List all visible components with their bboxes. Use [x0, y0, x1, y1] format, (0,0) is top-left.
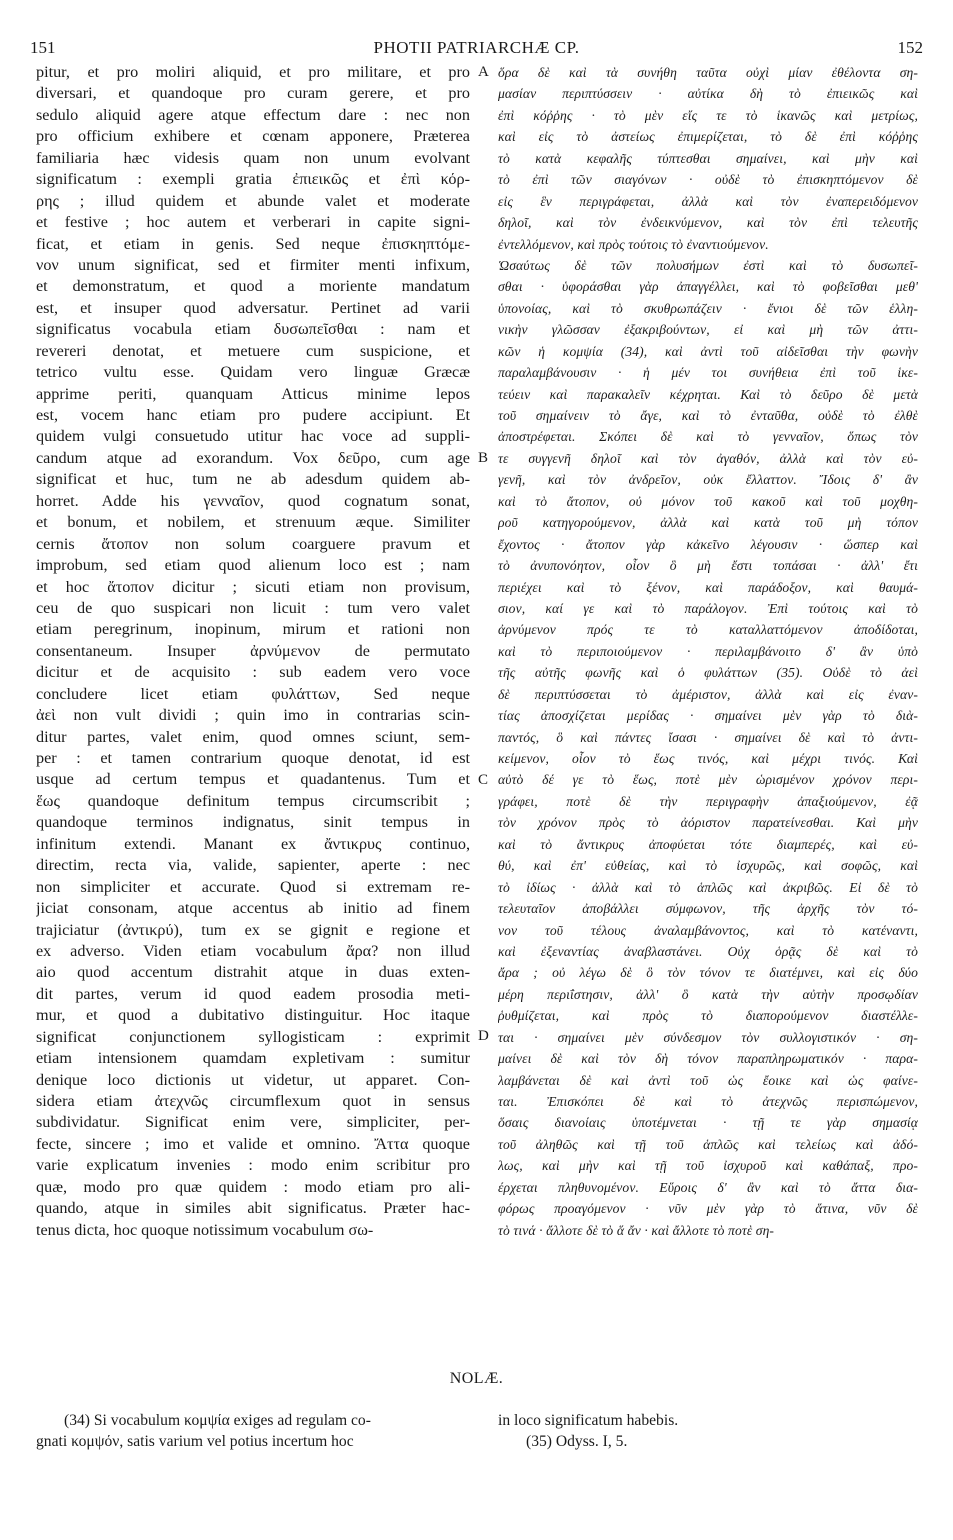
text-line: ditur partes, valet enim, quod omnes sciunt, sem-	[36, 727, 470, 746]
text-line: παραλαμβάνουσιν · ἡ μέν τοι συνήθεια ἐπὶ τοῦ ἱκε-	[498, 365, 918, 381]
text-line: sedulo aliquid agere atque effectum dare : nec non	[36, 105, 470, 124]
text-line: κῶν ἡ κομψία (34), καὶ ἀντὶ τοῦ αἰδεῖσθαι τὴν φωνὴν	[498, 343, 918, 359]
text-line: tetrico vultu esse. Quidam vero linguæ Græcæ	[36, 363, 470, 382]
notes-right-column	[498, 1410, 918, 1452]
text-line: ται · σημαίνει μὲν σύνδεσμον τὸν συλλογιστικόν · ση-	[498, 1029, 918, 1045]
text-line: γράφει, ποτὲ δὲ τὴν περιγραφὴν ἀπαξιούμενον, ἐᾷ	[498, 793, 918, 809]
text-line: καὶ τὸ περιποιούμενον · περιλαμβάνοιτο δ' ἂν ὑπὸ	[498, 643, 918, 659]
text-line: περιέχει καὶ τὸ ξένον, καὶ παράδοξον, καὶ θαυμά-	[498, 579, 918, 595]
text-line: dicitur et de acquisito : sub eadem vero voce	[36, 663, 470, 682]
text-line: familiaria hæc videsis quam non unum evolvant	[36, 148, 470, 167]
text-line: est, vocem hanc etiam pro pudere accipiunt. Et	[36, 406, 470, 424]
text-line: sidera etiam ἀτεχνῶς circumflexum quot in sensus	[36, 1092, 470, 1110]
text-line: έρχεται πληθυνομένον. Εὕροις δ' ἂν καὶ τὸ ἄττα δια-	[498, 1179, 918, 1195]
text-line: γενῆ, καὶ τὸν ἀνδρεῖον, οὐκ ἔλλαττον. Ἴδοις δ' ἂν	[498, 472, 918, 488]
margin-marker-b: B	[478, 450, 489, 466]
text-line: ρης ; illud quidem et abunde valet et moderate	[36, 191, 470, 210]
text-line: consentaneum. Insuper ἀρνύμενον de permutato	[36, 641, 470, 660]
text-line: significatus vocabula etiam δυσωπεῖσθαι : nam et	[36, 320, 470, 339]
text-line: τὸ ἀνυπονόητον, οἷον ὃ μὴ ἔστι τοπάσαι · ἀλλ' ἔτι	[498, 558, 918, 574]
margin-marker-a: A	[478, 64, 489, 80]
page-number-left: 151	[30, 38, 56, 57]
latin-column	[36, 62, 470, 1241]
text-line: tenus dicta, hoc quoque notissimum vocabulum σω-	[36, 1220, 374, 1239]
text-line: etiam peregrinum, inopinum, mirum et rationi non	[36, 620, 470, 639]
text-line: fecte, sincere ; imo et valide et omnino. Ἄττα quoque	[36, 1134, 470, 1153]
text-line: et hoc ἄτοπον dicitur ; sicuti etiam non provisum,	[36, 577, 470, 596]
text-line: φόρως προαγόμενον · νῦν μὲν γὰρ τὸ ἅτινα, νῦν δὲ	[498, 1201, 918, 1217]
text-line: αὐτὸ δέ γε τὸ ἕως, ποτὲ μὲν ὡρισμένον χρόνον περι-	[498, 772, 918, 788]
text-line: θύ, καὶ ἐπ' εὐθείας, καὶ τὸ ἰσχυρῶς, καὶ σοφῶς, καὶ	[498, 858, 918, 874]
text-line: καὶ τὸ ἄτοπον, οὐ μόνον τοῦ κακοῦ καὶ τοῦ μοχθη-	[498, 493, 918, 509]
greek-column	[498, 62, 918, 1241]
running-title: PHOTII PATRIARCHÆ CP.	[373, 38, 580, 57]
text-line: mur, et quod a dubitativo distinguitur. Hoc itaque	[36, 1006, 470, 1025]
margin-marker-d: D	[478, 1028, 489, 1044]
text-line: ex adverso. Viden etiam vocabulum ἄρα? non illud	[36, 941, 470, 960]
text-line: ροῦ κατηγορούμενον, ἀλλὰ καὶ κατὰ τοῦ μὴ τόπον	[498, 515, 918, 531]
text-line: ἐπὶ κόῤῥης · τὸ μὲν εἴς τε τὸ ἱκανῶς καὶ μετρίως,	[498, 107, 918, 123]
text-line: candum atque ad exorandum. Vox δεῦρο, cum age	[36, 448, 470, 467]
text-line: etiam intensionem quamdam expletivam : sumitur	[36, 1049, 470, 1068]
page-header	[30, 36, 923, 60]
text-line: non simpliciter et accurate. Quod si extremam re-	[36, 877, 470, 896]
text-line: ceu de quo suspicari non licuit : tum vero valet	[36, 598, 470, 617]
text-line: τοῦ σημαίνειν τὸ ἄγε, καὶ τὸ ἐνταῦθα, οὐδὲ τὸ ἐλθὲ	[498, 408, 918, 423]
text-line: et demonstratum, et quod a moriente mandatum	[36, 277, 470, 296]
text-line: dit partes, verum id quod eadem prosodia meti-	[36, 984, 470, 1003]
text-line: ἀποστρέφεται. Σκόπει δὲ καὶ τὸ γενναῖον, ὅπως τὸν	[498, 429, 918, 445]
text-line: usque ad certum tempus et quadantenus. Tum et	[36, 770, 470, 789]
text-line: τῆς αὐτῆς φωνῆς καὶ ὁ φυλάττων (35). Οὐδὲ τὸ ἀεὶ	[498, 665, 918, 681]
notes-left-column	[36, 1410, 470, 1452]
footnote-line: (34) Si vocabulum κομψία exiges ad regulam co-	[64, 1412, 371, 1429]
text-line: εἰς ἓν περιγράφεται, ἀλλὰ καὶ τὸν ἐναπερειδόμενον	[498, 193, 918, 209]
text-line: τε συγγενῆ δηλοῖ καὶ τὸν ἀγαθόν, ἀλλὰ καὶ τὸν εὐ-	[498, 450, 918, 466]
text-line: revereri denotat, et metuere cum suspicione, et	[36, 341, 470, 360]
text-line: directim, recta via, valide, sapienter, aperte : nec	[36, 856, 470, 875]
text-line: λαμβάνεται δὲ καὶ ἀντὶ τοῦ ὡς ἔοικε καὶ ὡς φαίνε-	[498, 1072, 918, 1088]
text-line: quandoque terminos indignatus, sinit tempus in	[36, 813, 470, 832]
text-line: νον unum significat, sed et firmiter menti infixum,	[36, 255, 470, 274]
text-line: pitur, et pro moliri aliquid, et pro militare, et pro	[36, 63, 470, 81]
text-line: ὑπονοίας, καὶ τὸ σκυθρωπάζειν · ἔνιοι δὲ τῶν ἑλλη-	[498, 300, 918, 316]
text-line: subdividatur. Significat enim vere, simpliciter, per-	[36, 1113, 470, 1132]
text-line: τίας ἀποσχίζεται μερίδας · σημαίνει μὲν γὰρ τὸ διὰ-	[498, 708, 918, 724]
text-line: per : et tamen contrarium quoque denotat, id est	[36, 749, 470, 767]
text-line: τὸν χρόνον πρὸς τὸ ἀόριστον παρατείνεσθαι. Καὶ μὴν	[498, 815, 918, 831]
text-line: ἔχοντος · ἄτοπον γὰρ κἀκεῖνο λέγουσιν · ὥσπερ καὶ	[498, 536, 918, 552]
text-line: παντός, ὃ καὶ πάντες ἴσασι · σημαίνει δὲ καὶ τὸ ἀντι-	[498, 729, 918, 745]
text-line: pro officium exhibere et cœnam apponere, Præterea	[36, 127, 470, 146]
text-line: δὲ περιπτύσσεται τὸ ἀμέριστον, ἀλλὰ καὶ εἰς ἐναν-	[498, 686, 918, 702]
text-line: νικὴν γλῶσσαν ἐξακριβούντων, εἰ καὶ μὴ τῶν ἀττι-	[498, 322, 918, 338]
text-line: σιον, καί γε καὶ τὸ παράλογον. Ἐπὶ τούτοις καὶ τὸ	[498, 600, 918, 616]
text-line: καὶ τὸ ἄντικρυς ἀποφύεται τότε διαμπερές, καὶ εὐ-	[498, 836, 918, 852]
text-line: significatum : exempli gratia ἐπιεικῶς et ἐπὶ κόρ-	[36, 170, 470, 189]
text-line: infinitum extendi. Manant ex ἄντικρυς continuo,	[36, 834, 470, 853]
text-line: ἕως quandoque definitum tempus circumscribit ;	[36, 791, 470, 810]
text-line: τοῦ ἀληθῶς καὶ τῇ τοῦ ἁπλῶς καὶ τελείως καὶ ἀδό-	[498, 1136, 918, 1152]
text-line: aio quod accentum distrahit atque in duas exten-	[36, 963, 470, 982]
text-line: δηλοῖ, καὶ τὸν ἐνδεικνύμενον, καὶ τὸν ἐπὶ τελευτῆς	[498, 215, 918, 231]
text-line: σθαι · ὑφοράσθαι γὰρ ἀπαγγέλλει, καὶ τὸ φοβεῖσθαι μεθ'	[498, 279, 918, 295]
text-line: Ὡσαύτως δὲ τῶν πολυσήμων ἐστὶ καὶ τὸ δυσωπεῖ-	[498, 257, 918, 273]
text-line: μαίνει δὲ καὶ τὸν δὴ τόνον παραπληρωματικόν · παρα-	[498, 1051, 918, 1067]
text-line: καὶ ἐξεναντίας ἀναβλαστάνει. Οὐχ ὁρᾷς δὲ καὶ τὸ	[498, 943, 918, 959]
footnote-line: gnati κομψόν, satis varium vel potius incertum hoc	[36, 1433, 354, 1450]
text-line: ἄρα ; οὐ λέγω δὲ ὃ τὸν τόνον τε διατέμνει, καὶ εἰς δύο	[498, 965, 918, 981]
text-line: cernis ἄτοπον non solum coarguere pravum et	[36, 534, 470, 553]
text-line: νον τοῦ τέλους ἀναλαμβάνοντος, καὶ τὸ κατέναντι,	[498, 922, 918, 938]
page-number-right: 152	[897, 38, 923, 57]
footnote-line: (35) Odyss. I, 5.	[526, 1433, 628, 1450]
text-line: apprime periti, quanquam Atticus minime lepos	[36, 384, 470, 403]
text-line: ἀεὶ non vult dividi ; quin imo in contrarias scin-	[36, 706, 470, 725]
text-line: τὸ τινά · ἄλλοτε δὲ τὸ ἅ ἄν · καὶ ἄλλοτε τὸ ποτὲ ση-	[498, 1222, 775, 1238]
text-line: καὶ εἰς τὸ ἀστείως ἐπιμερίζεται, τὸ δὲ ἐπὶ κόῤῥης	[498, 129, 918, 145]
text-line: et bonum, et nobilem, et strenuum æque. Similiter	[36, 513, 470, 532]
text-line: quæ, modo pro quæ quidem : modo etiam pro ali-	[36, 1177, 470, 1196]
text-line: significat et huc, tum ne ab adesdum quidem ab-	[36, 470, 470, 489]
text-line: improbum, sed etiam quod alienum loco est ; nam	[36, 556, 470, 575]
text-line: ἀρνύμενον πρός τε τὸ καταλλαττόμενον ἀποδίδοται,	[498, 622, 918, 638]
text-line: τεύειν καὶ παρακαλεῖν κέχρηται. Καὶ τὸ δεῦρο δὲ μετὰ	[498, 386, 918, 402]
footnote-line: in loco significatum habebis.	[498, 1412, 679, 1429]
text-line: denique loco dictionis ut videtur, ut apparet. Con-	[36, 1070, 470, 1089]
text-line: τὸ ἐπὶ τῶν σιαγόνων · οὐδὲ τὸ ἐπισκηπτόμενον δὲ	[498, 172, 918, 188]
text-line: et festive ; hoc autem et verberari in capite signi-	[36, 213, 470, 232]
text-line: horret. Adde his γενναῖον, quod cognatum sonat,	[36, 491, 470, 510]
text-line: λως, καὶ μὴν καὶ τῇ τοῦ ἰσχυροῦ καὶ καθάπαξ, προ-	[498, 1158, 918, 1174]
text-line: est, et insuper quod adversatur. Pertinet ad varii	[36, 298, 470, 317]
text-line: τὸ κατὰ κεφαλῆς τύπτεσθαι σημαίνει, καὶ μὴν καὶ	[498, 150, 918, 166]
text-line: ῥυθμίζεται, καὶ πρὸς τὸ διαπορούμενον διαστέλλε-	[498, 1008, 918, 1024]
text-line: κείμενον, οἷον τὸ ἕως τινός, καὶ μέχρι τινός. Καὶ	[498, 751, 918, 766]
text-line: τελευταῖον ἀποβάλλει σύμφωνον, τῆς ἀρχῆς τὸν τό-	[498, 901, 918, 917]
text-line: quidem vulgi consuetudo utitur hac voce ad suppli-	[36, 427, 470, 446]
text-line: τὸ ἰδίως · ἀλλὰ καὶ τὸ ἁπλῶς καὶ ἀκριβῶς. Εἰ δὲ τὸ	[498, 879, 918, 895]
text-line: μέρη περιΐστησιν, ἀλλ' ὃ κατὰ τὴν αὐτὴν προσῳδίαν	[498, 986, 918, 1002]
text-line: significat conjunctionem syllogisticam : exprimit	[36, 1027, 470, 1046]
text-line: ται. Ἐπισκόπει δὲ καὶ τὸ ἀτεχνῶς περισπώμενον,	[498, 1094, 918, 1109]
margin-marker-c: C	[478, 772, 489, 788]
text-line: ἐντελλόμενον, καὶ πρὸς τούτοις τὸ ἐναντιούμενον.	[498, 236, 769, 252]
text-line: ficat, et etiam in genis. Sed neque ἐπισκηπτόμε-	[36, 234, 470, 253]
text-line: diversari, et quandoque pro curam gerere, et pro	[36, 84, 470, 103]
text-line: ὅσαις διανοίαις ὑποτέμνεται · τῇ τε γὰρ σημασίᾳ	[498, 1115, 918, 1131]
text-line: μασίαν περιπτύσσειν · αὐτίκα δὴ τὸ ἐπιεικῶς καὶ	[498, 86, 918, 102]
notes-heading: NOLÆ.	[449, 1370, 504, 1387]
text-line: quando, atque in similes abit significatus. Præter hac-	[36, 1199, 470, 1218]
text-line: concludere licet etiam φυλάττων, Sed neque	[36, 684, 470, 703]
text-line: jiciat consonam, atque accentus ab initio ad finem	[36, 899, 470, 918]
text-line: trajiciatur (ἀντικρύ), tum ex se gignit e regione et	[36, 920, 470, 939]
text-line: ὅρα δὲ καὶ τὰ συνήθη ταῦτα οὐχὶ μίαν ἐθέλοντα ση-	[498, 65, 918, 80]
text-line: varie explicatum invenies : modo enim scribitur pro	[36, 1156, 470, 1175]
